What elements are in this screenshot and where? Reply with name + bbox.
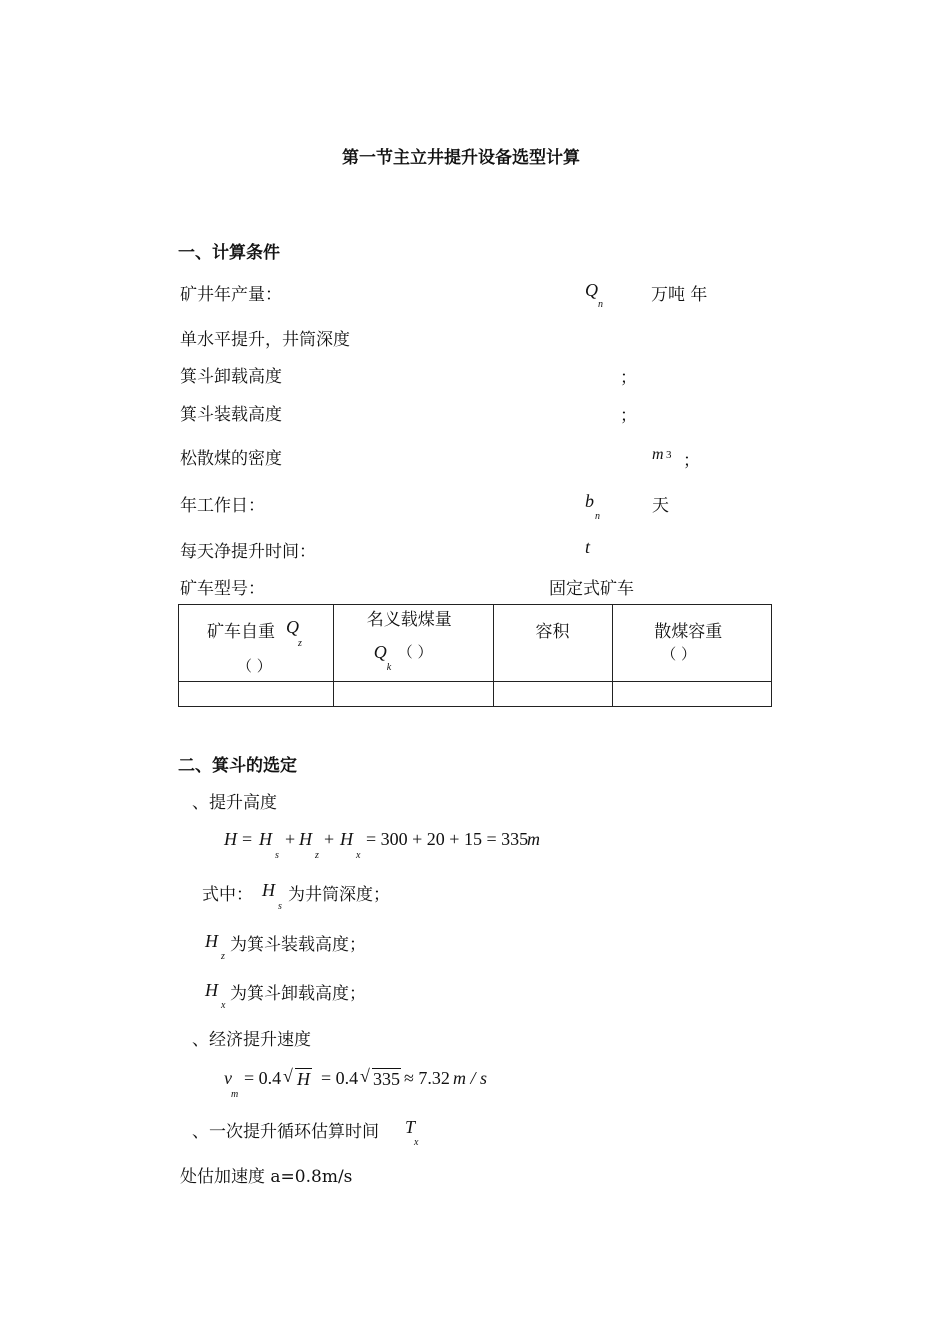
shaft-depth-label: 单水平提升，井筒深度 (180, 330, 350, 350)
formula-speed-coef2: = 0.4 (321, 1068, 359, 1088)
symbol-hs: H (262, 880, 275, 900)
symbol-hz-subscript: z (221, 951, 225, 962)
nominal-load-symbol: Q (373, 642, 387, 662)
load-height-tail: ； (620, 406, 637, 426)
coal-density-tail: ； (683, 451, 700, 471)
symbol-hs-subscript: s (278, 901, 282, 912)
desc-hx: 为箕斗卸载高度； (230, 984, 366, 1004)
table-header-volume (494, 605, 613, 682)
annual-output-unit: 万吨 年 (651, 285, 708, 305)
symbol-hz: H (205, 931, 218, 951)
car-weight-subscript: z (298, 638, 302, 649)
desc-hz: 为箕斗装载高度； (230, 935, 366, 955)
work-days-unit: 天 (652, 496, 669, 516)
coal-bulk-weight-text: 散煤容重 (654, 622, 723, 642)
car-weight-unit: （ ） (237, 657, 272, 675)
table-cell-empty (179, 682, 334, 707)
daily-hoist-time-label: 每天净提升时间： (180, 542, 316, 562)
coal-density-exponent: 3 (666, 449, 672, 461)
formula-hoist-height-unit: m (527, 829, 540, 849)
table-cell-empty (333, 682, 494, 707)
work-days-subscript: n (595, 511, 600, 522)
unload-height-label: 箕斗卸载高度 (180, 367, 282, 387)
car-weight-symbol: Q (286, 617, 299, 637)
acceleration-line: 处估加速度 a=0.8m/s (180, 1167, 353, 1187)
mine-car-table (178, 604, 772, 707)
car-weight-text: 矿车自重 (207, 622, 275, 642)
unload-height-tail: ； (620, 368, 637, 388)
nominal-load-subscript: k (386, 662, 392, 673)
load-height-label: 箕斗装载高度 (180, 405, 282, 425)
item-cycle-time: 、一次提升循环估算时间 (192, 1122, 379, 1142)
symbol-hx: H (205, 980, 218, 1000)
formula-hoist-height-rhs: = 300 + 20 + 15 = 335 (366, 829, 529, 849)
formula-speed-approx: ≈ 7.32 (404, 1068, 450, 1088)
coal-bulk-weight-unit: （ ） (661, 645, 697, 663)
section-1-heading: 一、计算条件 (178, 243, 280, 263)
item-hoist-height: 、提升高度 (192, 793, 277, 813)
formula-speed-radicand: 335 (373, 1069, 400, 1089)
nominal-load-unit: （ ） (397, 643, 433, 661)
section-2-heading: 二、箕斗的选定 (178, 756, 297, 776)
annual-output-label: 矿井年产量： (180, 285, 282, 305)
table-cell-empty (494, 682, 613, 707)
volume-text: 容积 (535, 622, 570, 642)
mine-car-model-label: 矿车型号： (180, 579, 265, 599)
formula-speed-unit: m / s (453, 1068, 488, 1088)
mine-car-model-value: 固定式矿车 (549, 579, 634, 599)
coal-density-label: 松散煤的密度 (180, 449, 282, 469)
table-cell-empty (613, 682, 772, 707)
nominal-load-text: 名义载煤量 (366, 610, 452, 630)
annual-output-subscript: n (598, 299, 603, 310)
annual-output-symbol: Q (585, 280, 598, 300)
work-days-label: 年工作日： (180, 496, 265, 516)
symbol-hx-subscript: x (221, 1000, 226, 1011)
desc-hs: 为井筒深度； (288, 885, 390, 905)
table-header-coal-bulk-weight (613, 605, 772, 682)
work-days-symbol: b (585, 491, 594, 511)
cycle-time-symbol: T (405, 1117, 416, 1137)
table-header-nominal-load (333, 605, 494, 682)
page-title: 第一节主立井提升设备选型计算 (342, 148, 580, 168)
where-label: 式中： (202, 885, 253, 905)
formula-speed-coef: = 0.4 (244, 1068, 282, 1088)
daily-hoist-time-symbol: t (585, 537, 591, 557)
item-economic-speed: 、经济提升速度 (192, 1030, 311, 1050)
table-header-car-weight (179, 605, 334, 682)
coal-density-unit: m (652, 446, 664, 463)
cycle-time-subscript: x (414, 1137, 419, 1148)
